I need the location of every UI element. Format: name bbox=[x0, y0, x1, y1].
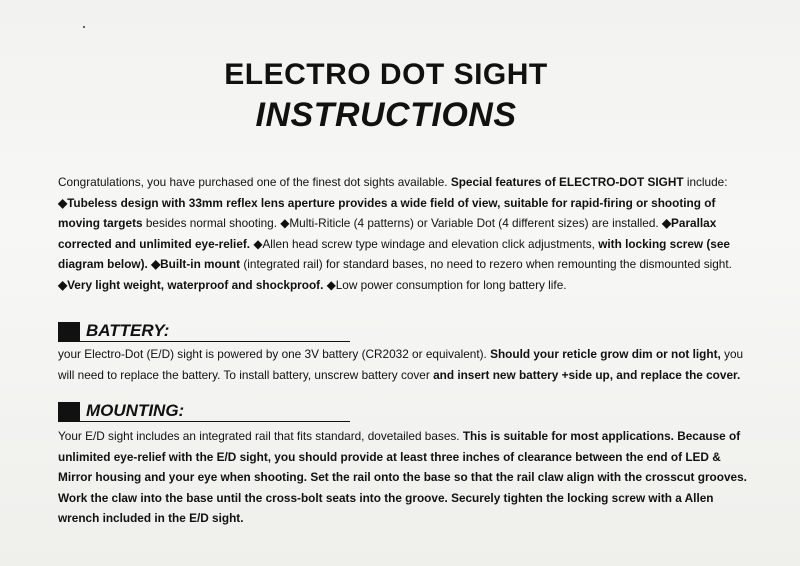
battery-text-2: Should your reticle grow dim or not light, bbox=[490, 347, 721, 361]
intro-text-3: include: bbox=[686, 175, 728, 189]
mounting-text-2: This is suitable for most applications. Because of unlimited eye-relief with the E/D sight, you should provide at least three inches of clearance between the end of LED & Mirror housing and your eye when shooting. Set the rail onto the base so that the rail claw align with the crosscut grooves. Work the claw into the base until the cross-bolt seats into the groove. Securely tighten the locking screw with a Allen wrench included in the E/D sight. bbox=[58, 429, 747, 525]
mounting-heading-rule bbox=[80, 421, 350, 422]
title-line-2: INSTRUCTIONS bbox=[255, 96, 517, 134]
mounting-heading-marker bbox=[58, 402, 80, 422]
battery-paragraph bbox=[58, 344, 748, 385]
intro-text-10: (integrated rail) for standard bases, no need to rezero when remounting the dismounted sight. bbox=[240, 257, 732, 271]
battery-text-3: you will need to replace the battery. To install battery, unscrew battery cover bbox=[58, 347, 744, 382]
mounting-text-1: Your E/D sight includes an integrated rail that fits standard, dovetailed bases. bbox=[58, 429, 463, 443]
paper-speck bbox=[83, 26, 85, 28]
intro-text-12: ◆Low power consumption for long battery life. bbox=[323, 277, 567, 292]
battery-heading-label: BATTERY: bbox=[86, 321, 170, 340]
intro-text-5: suitable for rapid-firing or shooting of moving targets bbox=[58, 195, 716, 230]
intro-text-7: ◆Parallax corrected and unlimited eye-relief. bbox=[58, 216, 717, 251]
intro-text-8: ◆Allen head screw type windage and elevation click adjustments, bbox=[250, 236, 599, 251]
intro-text-6: besides normal shooting. ◆Multi-Riticle (4 patterns) or Variable Dot (4 different sizes) are installed. bbox=[142, 216, 662, 230]
intro-text-9: with locking screw (see diagram below). ◆Built-in mount bbox=[58, 236, 730, 271]
battery-heading-marker bbox=[58, 322, 80, 342]
mounting-heading bbox=[58, 400, 358, 424]
intro-text-1: Congratulations, you have purchased one of the finest dot sights available. bbox=[58, 175, 451, 189]
intro-text-4: ◆Tubeless design with 33mm reflex lens aperture provides a wide field of view, bbox=[58, 195, 504, 210]
mounting-paragraph bbox=[58, 426, 748, 529]
intro-paragraph bbox=[58, 172, 748, 295]
battery-heading bbox=[58, 320, 358, 344]
title-line-1: ELECTRO DOT SIGHT bbox=[224, 58, 548, 91]
mounting-heading-label: MOUNTING: bbox=[86, 401, 185, 420]
intro-text-11: ◆Very light weight, waterproof and shockproof. bbox=[58, 277, 324, 292]
battery-heading-rule bbox=[80, 341, 350, 342]
battery-text-1: your Electro-Dot (E/D) sight is powered by one 3V battery (CR2032 or equivalent). bbox=[58, 347, 491, 361]
intro-text-2: Special features of ELECTRO-DOT SIGHT bbox=[450, 175, 687, 189]
battery-text-4: and insert new battery +side up, and replace the cover. bbox=[433, 367, 741, 382]
